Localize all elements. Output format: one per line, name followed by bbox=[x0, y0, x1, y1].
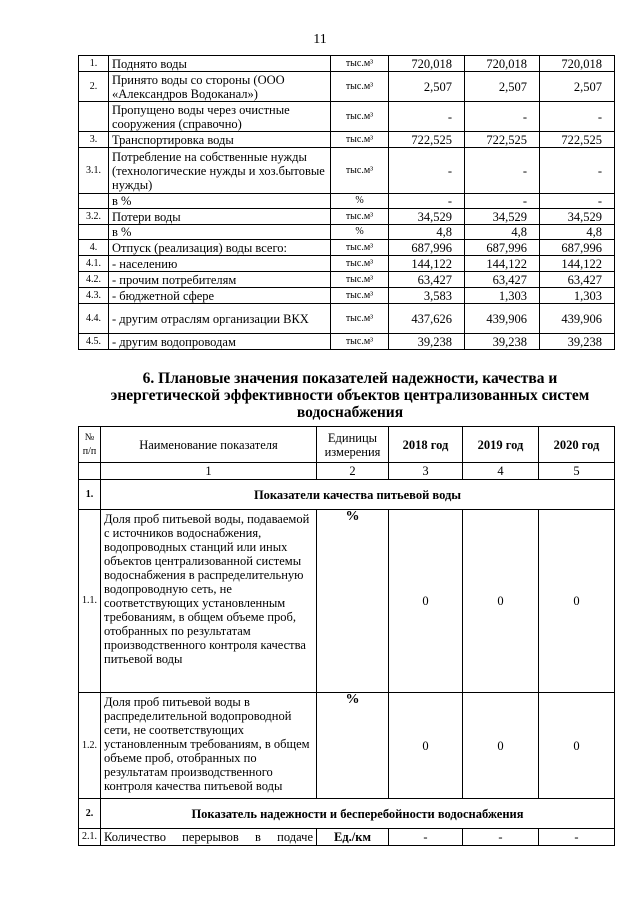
unit: тыс.м³ bbox=[331, 132, 389, 148]
row-num: 3.1. bbox=[79, 148, 109, 194]
indicator-name: - бюджетной сфере bbox=[109, 288, 331, 304]
header-2020: 2020 год bbox=[539, 427, 615, 463]
section-2-num: 2. bbox=[79, 799, 101, 829]
indicator-name: Поднято воды bbox=[109, 56, 331, 72]
table-row bbox=[79, 256, 615, 272]
value-2018: 34,529 bbox=[389, 209, 465, 225]
section-1-num: 1. bbox=[79, 480, 101, 510]
indicator-name: в % bbox=[109, 225, 331, 240]
value-2020: 34,529 bbox=[540, 209, 615, 225]
row-num: 1. bbox=[79, 56, 109, 72]
row-num bbox=[79, 225, 109, 240]
row-num: 4.4. bbox=[79, 304, 109, 334]
value-2020: 0 bbox=[539, 510, 615, 693]
value-2018: 63,427 bbox=[389, 272, 465, 288]
value-2019: - bbox=[465, 102, 540, 132]
unit: тыс.м³ bbox=[331, 148, 389, 194]
table-row bbox=[79, 102, 615, 132]
value-2020: 720,018 bbox=[540, 56, 615, 72]
value-2019: 0 bbox=[463, 510, 539, 693]
table-row bbox=[79, 194, 615, 209]
table-row bbox=[79, 272, 615, 288]
value-2020: 63,427 bbox=[540, 272, 615, 288]
column-number-1: 1 bbox=[101, 463, 317, 480]
value-2018: - bbox=[389, 148, 465, 194]
unit: тыс.м³ bbox=[331, 72, 389, 102]
value-2020: 722,525 bbox=[540, 132, 615, 148]
indicator-name: Доля проб питьевой воды в распределительной водопроводной сети, не соответствующих установленным требованиям, в общем объеме проб, отобранных по результатам производственного контроля качества питьевой воды bbox=[101, 693, 317, 799]
table-row bbox=[79, 510, 615, 693]
value-2018: 687,996 bbox=[389, 240, 465, 256]
value-2019: 720,018 bbox=[465, 56, 540, 72]
column-number-3: 3 bbox=[389, 463, 463, 480]
row-num bbox=[79, 102, 109, 132]
column-number-4: 4 bbox=[463, 463, 539, 480]
unit: тыс.м³ bbox=[331, 209, 389, 225]
value-2019: - bbox=[465, 194, 540, 209]
column-number-2: 2 bbox=[317, 463, 389, 480]
table-row bbox=[79, 148, 615, 194]
unit: тыс.м³ bbox=[331, 240, 389, 256]
row-num: 4. bbox=[79, 240, 109, 256]
value-2020: 144,122 bbox=[540, 256, 615, 272]
row-num: 4.2. bbox=[79, 272, 109, 288]
row-num bbox=[79, 194, 109, 209]
value-2019: 1,303 bbox=[465, 288, 540, 304]
indicator-unit: Ед./км bbox=[317, 829, 389, 846]
section-row-1 bbox=[79, 480, 615, 510]
unit: тыс.м³ bbox=[331, 56, 389, 72]
value-2019: 439,906 bbox=[465, 304, 540, 334]
value-2019: 2,507 bbox=[465, 72, 540, 102]
row-num: 1.1. bbox=[79, 510, 101, 693]
value-2018: 3,583 bbox=[389, 288, 465, 304]
table-row bbox=[79, 72, 615, 102]
table-row bbox=[79, 209, 615, 225]
value-2020: 687,996 bbox=[540, 240, 615, 256]
table-row bbox=[79, 304, 615, 334]
header-unit: Единицы измерения bbox=[317, 427, 389, 463]
indicator-name: Транспортировка воды bbox=[109, 132, 331, 148]
table-row bbox=[79, 288, 615, 304]
value-2018: 4,8 bbox=[389, 225, 465, 240]
value-2020: - bbox=[540, 148, 615, 194]
table-row bbox=[79, 829, 615, 846]
value-2018: - bbox=[389, 102, 465, 132]
indicators-table bbox=[78, 426, 615, 846]
value-2019: - bbox=[465, 148, 540, 194]
row-num: 3.2. bbox=[79, 209, 109, 225]
indicator-name: - другим водопроводам bbox=[109, 334, 331, 350]
column-number-5: 5 bbox=[539, 463, 615, 480]
unit: тыс.м³ bbox=[331, 334, 389, 350]
unit: тыс.м³ bbox=[331, 256, 389, 272]
header-num: № п/п bbox=[79, 427, 101, 463]
section-row-2 bbox=[79, 799, 615, 829]
header-name: Наименование показателя bbox=[101, 427, 317, 463]
value-2018: 2,507 bbox=[389, 72, 465, 102]
row-num: 2. bbox=[79, 72, 109, 102]
value-2018: 0 bbox=[389, 510, 463, 693]
value-2018: 39,238 bbox=[389, 334, 465, 350]
header-2019: 2019 год bbox=[463, 427, 539, 463]
value-2018: 0 bbox=[389, 693, 463, 799]
row-num: 4.1. bbox=[79, 256, 109, 272]
table-row bbox=[79, 56, 615, 72]
row-num: 4.5. bbox=[79, 334, 109, 350]
indicator-name: - прочим потребителям bbox=[109, 272, 331, 288]
unit: % bbox=[331, 225, 389, 240]
unit: тыс.м³ bbox=[331, 272, 389, 288]
row-num: 2.1. bbox=[79, 829, 101, 846]
value-2018: 144,122 bbox=[389, 256, 465, 272]
table-row bbox=[79, 334, 615, 350]
value-2020: - bbox=[540, 194, 615, 209]
value-2020: 1,303 bbox=[540, 288, 615, 304]
indicator-name: Доля проб питьевой воды, подаваемой с источников водоснабжения, водопроводных станций или иных объектов централизованной системы водоснабжения в распределительную водопроводную сеть, не соответствующих установленным требованиям, в общем объеме проб, отобранных по результатам производственного контроля качества питьевой воды bbox=[101, 510, 317, 693]
table-header-row bbox=[79, 427, 615, 463]
indicator-name: Принято воды со стороны (ООО «Александров Водоканал») bbox=[109, 72, 331, 102]
value-2019: 4,8 bbox=[465, 225, 540, 240]
value-2018: - bbox=[389, 829, 463, 846]
value-2020: 439,906 bbox=[540, 304, 615, 334]
value-2019: 722,525 bbox=[465, 132, 540, 148]
value-2019: - bbox=[463, 829, 539, 846]
value-2019: 39,238 bbox=[465, 334, 540, 350]
value-2020: 0 bbox=[539, 693, 615, 799]
table-row bbox=[79, 693, 615, 799]
indicator-unit: % bbox=[317, 693, 389, 799]
section-1-title: Показатели качества питьевой воды bbox=[101, 480, 615, 510]
row-num: 3. bbox=[79, 132, 109, 148]
value-2019: 687,996 bbox=[465, 240, 540, 256]
value-2018: 437,626 bbox=[389, 304, 465, 334]
value-2019: 34,529 bbox=[465, 209, 540, 225]
value-2018: - bbox=[389, 194, 465, 209]
unit: тыс.м³ bbox=[331, 304, 389, 334]
value-2018: 722,525 bbox=[389, 132, 465, 148]
table-row bbox=[79, 132, 615, 148]
section-title: 6. Плановые значения показателей надежности, качества и энергетической эффективности объектов централизованных систем водоснабжения bbox=[110, 370, 590, 421]
column-numbers-row bbox=[79, 463, 615, 480]
value-2019: 63,427 bbox=[465, 272, 540, 288]
indicator-name: Потери воды bbox=[109, 209, 331, 225]
indicator-name: - другим отраслям организации ВКХ bbox=[109, 304, 331, 334]
indicator-name: Потребление на собственные нужды (технологические нужды и хоз.бытовые нужды) bbox=[109, 148, 331, 194]
table-row bbox=[79, 225, 615, 240]
page-number: 11 bbox=[313, 32, 327, 47]
section-2-title: Показатель надежности и бесперебойности водоснабжения bbox=[101, 799, 615, 829]
unit: тыс.м³ bbox=[331, 288, 389, 304]
column-number-empty bbox=[79, 463, 101, 480]
indicator-name: Пропущено воды через очистные сооружения (справочно) bbox=[109, 102, 331, 132]
row-num: 1.2. bbox=[79, 693, 101, 799]
value-2020: - bbox=[540, 102, 615, 132]
indicator-unit: % bbox=[317, 510, 389, 693]
value-2020: 39,238 bbox=[540, 334, 615, 350]
value-2019: 0 bbox=[463, 693, 539, 799]
indicator-name: в % bbox=[109, 194, 331, 209]
unit: % bbox=[331, 194, 389, 209]
value-2020: - bbox=[539, 829, 615, 846]
indicator-name: Количество перерывов в подаче bbox=[101, 829, 317, 846]
unit: тыс.м³ bbox=[331, 102, 389, 132]
value-2018: 720,018 bbox=[389, 56, 465, 72]
indicator-name: Отпуск (реализация) воды всего: bbox=[109, 240, 331, 256]
row-num: 4.3. bbox=[79, 288, 109, 304]
indicator-name: - населению bbox=[109, 256, 331, 272]
value-2020: 4,8 bbox=[540, 225, 615, 240]
table-row bbox=[79, 240, 615, 256]
water-balance-table bbox=[78, 55, 615, 350]
value-2019: 144,122 bbox=[465, 256, 540, 272]
value-2020: 2,507 bbox=[540, 72, 615, 102]
header-2018: 2018 год bbox=[389, 427, 463, 463]
